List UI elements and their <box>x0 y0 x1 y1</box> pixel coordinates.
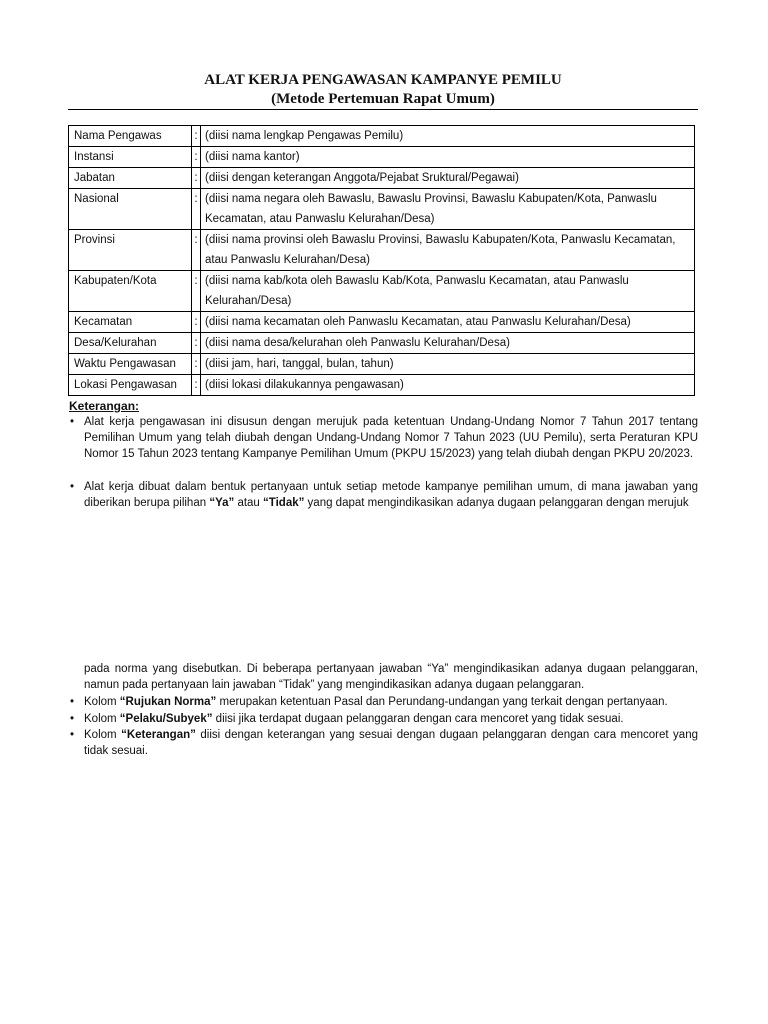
table-row <box>69 126 695 147</box>
note-text: yang dapat mengindikasikan adanya dugaan pelanggaran dengan merujuk <box>304 497 689 509</box>
note-item-pelaku-subyek <box>70 711 698 727</box>
note-text: diisi jika terdapat dugaan pelanggaran dengan cara mencoret yang tidak sesuai. <box>212 713 624 725</box>
note-text: merupakan ketentuan Pasal dan Perundang-undangan yang terkait dengan pertanyaan. <box>216 696 668 708</box>
table-row <box>69 230 695 271</box>
table-row <box>69 189 695 230</box>
note-bold-ya: “Ya” <box>209 497 235 509</box>
row-label: Kecamatan <box>69 312 192 333</box>
note-bold-term: “Keterangan” <box>121 729 196 741</box>
row-label: Nasional <box>69 189 192 230</box>
note-text: diisi dengan keterangan yang sesuai dengan dugaan pelanggaran dengan cara mencoret yang tidak sesuai. <box>84 729 698 757</box>
row-separator: : <box>192 126 201 147</box>
note-bold-tidak: “Tidak” <box>263 497 305 509</box>
row-separator: : <box>192 375 201 396</box>
note-text: Kolom <box>84 729 122 741</box>
table-row <box>69 375 695 396</box>
info-table <box>68 125 695 396</box>
table-row <box>69 333 695 354</box>
row-separator: : <box>192 230 201 271</box>
row-value: (diisi nama provinsi oleh Bawaslu Provinsi, Bawaslu Kabupaten/Kota, Panwaslu Kecamatan, atau Panwaslu Kelurahan/Desa) <box>201 230 695 271</box>
row-separator: : <box>192 312 201 333</box>
row-value: (diisi nama kantor) <box>201 147 695 168</box>
note-text: Kolom <box>84 696 120 708</box>
row-value: (diisi dengan keterangan Anggota/Pejabat Sruktural/Pegawai) <box>201 168 695 189</box>
notes-heading: Keterangan: <box>69 399 140 413</box>
row-value: (diisi nama kab/kota oleh Bawaslu Kab/Kota, Panwaslu Kecamatan, atau Panwaslu Kelurahan/Desa) <box>201 271 695 312</box>
bullet-icon: • <box>70 696 75 708</box>
table-row <box>69 147 695 168</box>
row-value: (diisi lokasi dilakukannya pengawasan) <box>201 375 695 396</box>
row-label: Desa/Kelurahan <box>69 333 192 354</box>
row-label: Instansi <box>69 147 192 168</box>
row-separator: : <box>192 271 201 312</box>
row-value: (diisi nama negara oleh Bawaslu, Bawaslu Provinsi, Bawaslu Kabupaten/Kota, Panwaslu Kecamatan, atau Panwaslu Kelurahan/Desa) <box>201 189 695 230</box>
row-value: (diisi nama desa/kelurahan oleh Panwaslu Kelurahan/Desa) <box>201 333 695 354</box>
bullet-icon: • <box>70 713 75 725</box>
table-row <box>69 312 695 333</box>
note-bold-term: “Rujukan Norma” <box>119 696 217 708</box>
row-label: Kabupaten/Kota <box>69 271 192 312</box>
table-row <box>69 354 695 375</box>
note-text: atau <box>234 497 264 509</box>
row-value: (diisi nama kecamatan oleh Panwaslu Kecamatan, atau Panwaslu Kelurahan/Desa) <box>201 312 695 333</box>
note-text: Alat kerja pengawasan ini disusun dengan merujuk pada ketentuan Undang-Undang Nomor 7 Tahun 2017 tentang Pemilihan Umum yang telah diubah dengan Undang-Undang Nomor 7 Tahun 2023 (UU Pemilu), serta Peraturan KPU Nomor 15 Tahun 2023 tentang Kampanye Pemilihan Umum (PKPU 15/2023) yang telah diubah dengan PKPU 20/2023. <box>84 416 698 460</box>
note-item-rujukan-norma <box>70 694 698 710</box>
note-item-legal-basis <box>70 414 698 462</box>
row-label: Lokasi Pengawasan <box>69 375 192 396</box>
row-separator: : <box>192 147 201 168</box>
table-row <box>69 271 695 312</box>
note-text: Alat kerja dibuat dalam bentuk pertanyaan untuk setiap metode kampanye pemilihan umum, di mana jawaban yang diberikan berupa pilihan <box>84 481 698 509</box>
row-separator: : <box>192 168 201 189</box>
bullet-icon: • <box>70 416 75 428</box>
table-row <box>69 168 695 189</box>
note-text: pada norma yang disebutkan. Di beberapa pertanyaan jawaban “Ya” mengindikasikan adanya dugaan pelanggaran, namun pada pertanyaan lain jawaban “Tidak” yang mengindikasikan adanya dugaan pelanggaran. <box>84 663 698 691</box>
row-label: Waktu Pengawasan <box>69 354 192 375</box>
title-divider <box>68 109 698 110</box>
bullet-icon: • <box>70 481 75 493</box>
row-separator: : <box>192 189 201 230</box>
row-label: Nama Pengawas <box>69 126 192 147</box>
row-separator: : <box>192 333 201 354</box>
note-item-question-format-continued <box>84 661 698 693</box>
document-subtitle: (Metode Pertemuan Rapat Umum) <box>271 91 495 107</box>
row-value: (diisi jam, hari, tanggal, bulan, tahun) <box>201 354 695 375</box>
bullet-icon: • <box>70 729 75 741</box>
row-label: Provinsi <box>69 230 192 271</box>
note-item-keterangan <box>70 727 698 759</box>
note-text: Kolom <box>84 713 120 725</box>
document-title: ALAT KERJA PENGAWASAN KAMPANYE PEMILU <box>204 72 562 88</box>
note-item-question-format <box>70 479 698 511</box>
row-value: (diisi nama lengkap Pengawas Pemilu) <box>201 126 695 147</box>
row-label: Jabatan <box>69 168 192 189</box>
note-bold-term: “Pelaku/Subyek” <box>119 713 213 725</box>
row-separator: : <box>192 354 201 375</box>
